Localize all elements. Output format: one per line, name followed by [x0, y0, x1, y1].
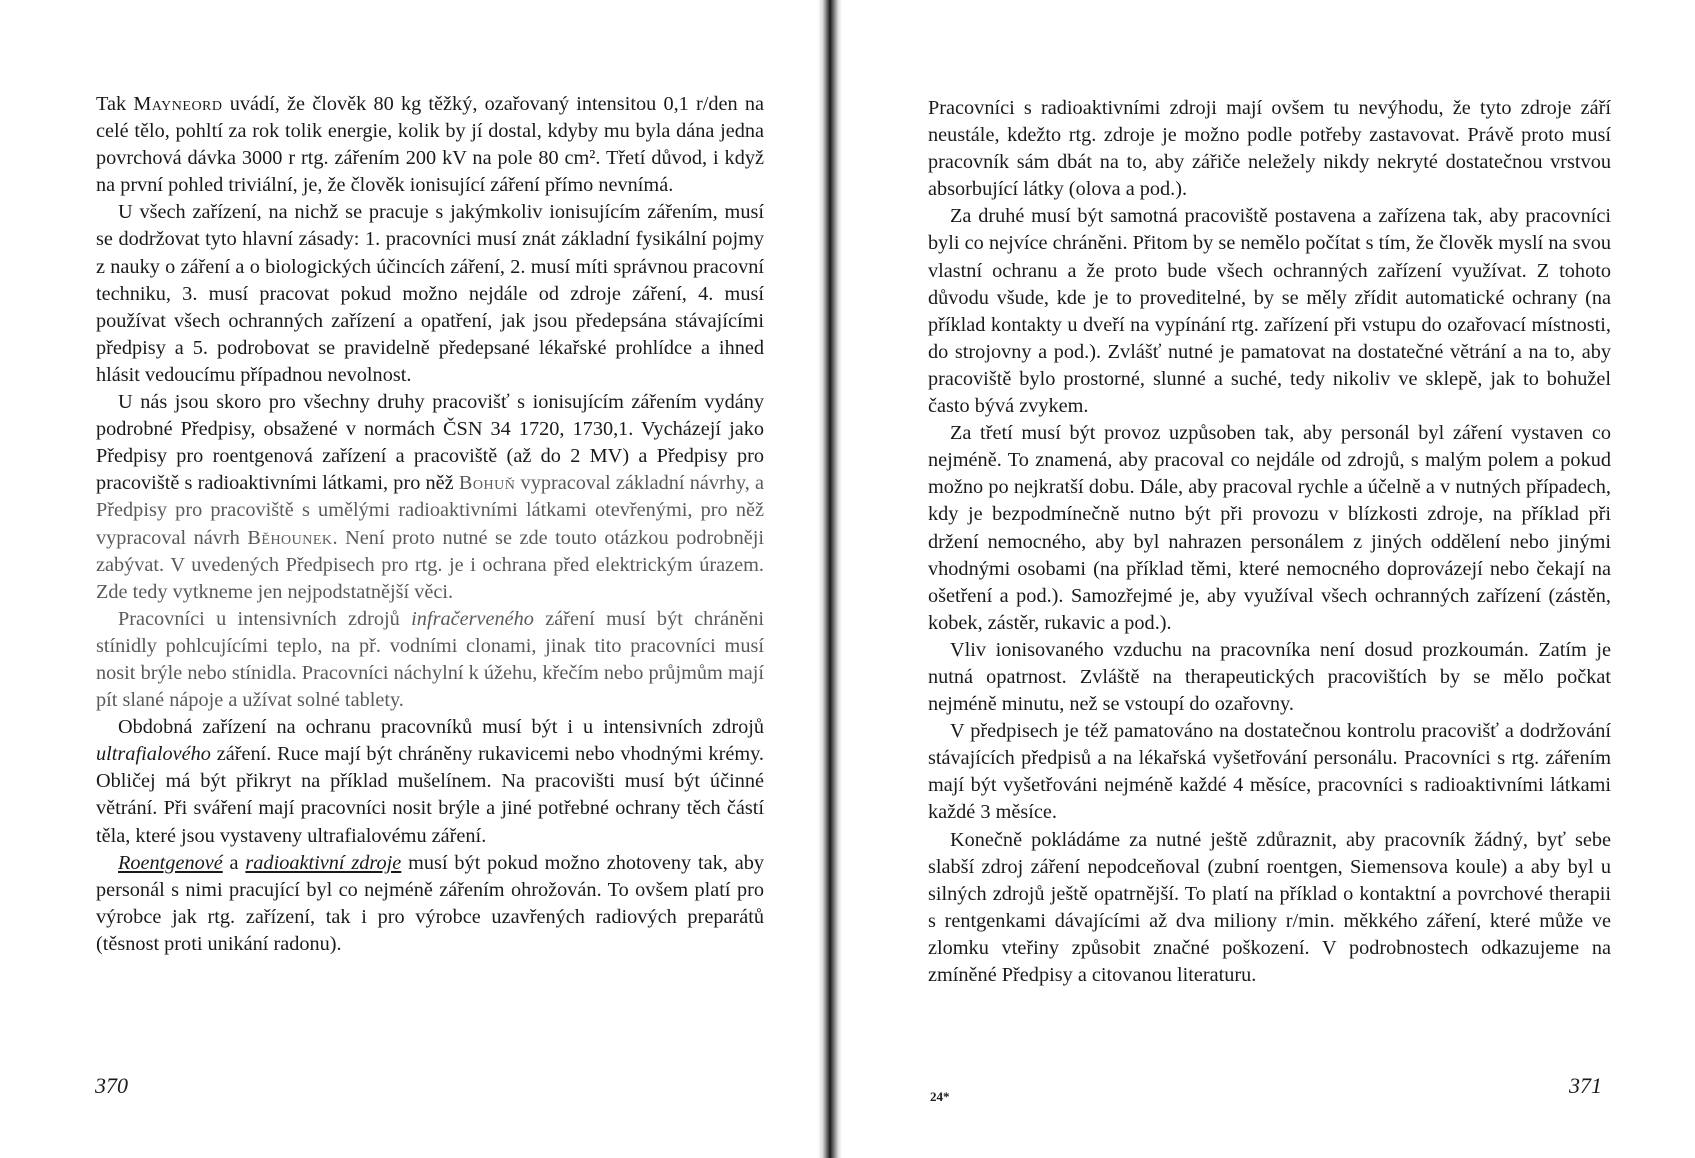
paragraph: V předpisech je též pamatováno na dostatečnou kontrolu pracovišť a dodržování stávajících předpisů a na lékařská vyšetřování personálu. Pracovníci s rtg. zářením mají být vyšetřováni nejméně každé 4 měsíce, pracovníci s radioaktivními látkami každé 3 měsíce.: [928, 720, 1611, 824]
paragraph: Pracovníci s radioaktivními zdroji mají ovšem tu nevýhodu, že tyto zdroje září neustále, kdežto rtg. zdroje je možno podle potřeby zastavovat. Právě proto musí pracovník sám dbát na to, aby zářiče neležely nikdy nekryté dostatečnou vrstvou absorbující látky (olova a pod.).: [928, 97, 1611, 201]
emphasis: infračerveného: [411, 607, 534, 630]
book-gutter: [818, 0, 842, 1158]
text-run: záření. Ruce mají být chráněny rukavicemi nebo vhodnými krémy. Obličej má být přikryt na příklad mušelínem. Na pracovišti musí být účinné větrání. Při sváření mají pracovníci nosit brýle a jiné potřebné ochrany těch částí těla, které jsou vystaveny ultrafialovému záření.: [96, 743, 764, 847]
text-run: U nás jsou skoro pro všechny druhy pracovišť s ionisujícím zářením vydány podrobné Předpisy, obsažené v normách ČSN 34 1720, 1730,1. Vycházejí jako Předpisy pro roentgenová zařízení a pracoviště (až do 2 MV) a Předpisy pro pracoviště s radioaktivními látkami, pro něž: [96, 391, 764, 495]
left-page-text: [96, 91, 764, 958]
author-name: Bohuň: [458, 472, 516, 495]
author-name: Běhounek: [247, 526, 333, 549]
emphasis: radioaktivní zdroje: [245, 851, 402, 874]
author-name: Mayneord: [133, 93, 223, 115]
text-run: musí být pokud možno zhotoveny tak, aby personál s nimi pracující byl co nejméně zářením ohrožován. To ovšem platí pro výrobce jak rtg. zařízení, tak i pro výrobce uzavřených radiových preparátů (těsnost proti unikání radonu).: [96, 851, 764, 955]
text-run: Obdobná zařízení na ochranu pracovníků musí být i u intensivních zdrojů: [118, 716, 764, 739]
signature-mark: 24*: [930, 1089, 950, 1104]
paragraph: [96, 714, 764, 849]
text-run: záření musí být chráněni stínidly pohlcujícími teplo, na př. vodními clonami, jinak tito pracovníci musí nosit brýle nebo stínidla. Pracovníci náchylní k úžehu, křečím nebo průjmům mají pít slané nápoje a užívat solné tablety.: [96, 607, 764, 712]
paragraph: [96, 850, 764, 958]
text-run: Tak: [96, 93, 134, 115]
paragraph: [96, 606, 764, 714]
right-page: [842, 0, 1695, 1158]
text-run: . Není proto nutné se zde touto otázkou podrobněji zabývat. V uvedených Předpisech pro rtg. je i ochrana před elektrickým úrazem. Zde tedy vytkneme jen nejpodstatnější věci.: [96, 526, 764, 603]
emphasis: Roentgenové: [118, 851, 223, 874]
left-page: [0, 0, 818, 1158]
text-run: uvádí, že člověk 80 kg těžký, ozařovaný intensitou 0,1 r/den na celé tělo, pohltí za rok tolik energie, kolik by jí dostal, kdyby mu byla dána jedna povrchová dávka 3000 r rtg. zářením 200 kV na pole 80 cm². Třetí důvod, i když na první pohled triviální, je, že člověk ionisující záření přímo nevnímá.: [96, 93, 764, 197]
emphasis: ultrafialového: [96, 743, 211, 766]
paragraph: Vliv ionisovaného vzduchu na pracovníka není dosud prozkoumán. Zatím je nutná opatrnost. Zvláště na therapeutických pracovištích by se mělo počkat nejméně minutu, než se vstoupí do ozařovny.: [928, 638, 1611, 716]
right-page-text: [928, 95, 1611, 989]
paragraph: [96, 389, 764, 606]
page-number: 371: [1569, 1073, 1602, 1098]
paragraph: Za třetí musí být provoz uzpůsoben tak, aby personál byl záření vystaven co nejméně. To znamená, aby pracoval co nejdále od zdrojů, s malým polem a pokud možno po nejkratší dobu. Dále, aby pracoval rychle a účelně a v nutných případech, kdy je bezpodmínečně nutno být při provozu v blízkosti zdroje, na příklad při držení nemocného, aby byl nahrazen personálem z jiných oddělení nebo jinými vhodnými osobami (na příklad těmi, které nemocného doprovázejí nebo čekají na ošetření a pod.). Samozřejmé je, aby využíval všech ochranných zařízení (zástěn, kobek, zástěr, rukavic a pod.).: [928, 422, 1611, 634]
text-run: Pracovníci u intensivních zdrojů: [118, 607, 412, 630]
paragraph: Za druhé musí být samotná pracoviště postavena a zařízena tak, aby pracovníci byli co nejvíce chráněni. Přitom by se nemělo počítat s tím, že člověk myslí na svou vlastní ochranu a že proto bude všech ochranných zařízení využívat. Z tohoto důvodu všude, kde je to proveditelné, by se měly zřídit automatické ochrany (na příklad kontakty u dveří na vypínání rtg. zařízení při vstupu do ozařovací místnosti, do strojovny a pod.). Zvlášť nutné je pamatovat na dostatečné větrání a na to, aby pracoviště bylo prostorné, slunné a suché, tedy nikoliv ve sklepě, jak to bohužel často bývá zvykem.: [928, 205, 1611, 418]
page-number: 370: [95, 1073, 128, 1098]
paragraph: U všech zařízení, na nichž se pracuje s jakýmkoliv ionisujícím zářením, musí se dodržovat tyto hlavní zásady: 1. pracovníci musí znát základní fysikální pojmy z nauky o záření a o biologických účincích záření, 2. musí míti správnou pracovní techniku, 3. musí pracovat pokud možno nejdále od zdroje záření, 4. musí používat všech ochranných zařízení a opatření, jak jsou předepsána stávajícími předpisy a 5. podrobovat se pravidelně předepsané lékařské prohlídce a ihned hlásit vedoucímu případnou nevolnost.: [96, 201, 764, 386]
text-run: a: [222, 851, 246, 874]
paragraph: [96, 91, 764, 199]
paragraph: Konečně pokládáme za nutné ještě zdůraznit, aby pracovník žádný, byť sebe slabší zdroj záření nepodceňoval (zubní roentgen, Siemensova koule) a aby byl u silných zdrojů ještě opatrnější. To platí na příklad o kontaktní a povrchové therapii s rentgenkami dávajícími až dva miliony r/min. měkkého záření, které může ve zlomku vteřiny způsobit značné poškození. V podrobnostech odkazujeme na zmíněné Předpisy a citovanou literaturu.: [928, 828, 1611, 986]
text-run: vypracoval základní návrhy, a Předpisy pro pracoviště s umělými radioaktivními látkami otevřenými, pro něž vypracoval návrh: [96, 472, 764, 549]
